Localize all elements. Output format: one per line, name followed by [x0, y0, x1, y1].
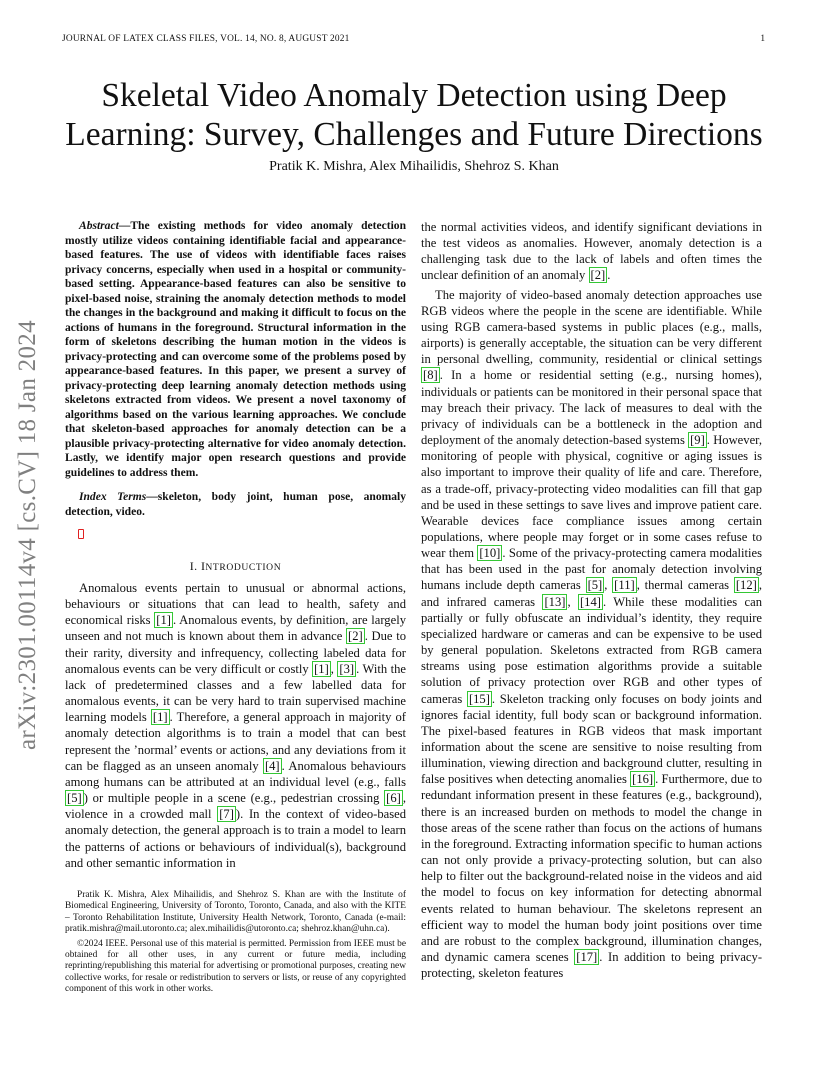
- paragraph-text: ,: [567, 594, 578, 609]
- abstract: [65, 219, 406, 480]
- citation-link[interactable]: [8]: [423, 368, 438, 383]
- paragraph-text: ) or multiple people in a scene (e.g., pedestrian crossing: [83, 791, 385, 806]
- paragraph-text: The majority of video-based anomaly detection approaches use RGB videos where the people in the scene are identifiable. While using RGB camera-based systems in public places (e.g., malls, airports) is generally acceptable, the situation can be very different in personal dwelling, community, residential or clinical settings: [421, 287, 762, 367]
- paragraph-text: , and infrared cameras: [421, 578, 762, 609]
- title-line-2: Learning: Survey, Challenges and Future Directions: [65, 116, 763, 153]
- citation-link[interactable]: [1]: [156, 613, 171, 628]
- citation-link[interactable]: [15]: [468, 691, 490, 706]
- citation-link[interactable]: [5]: [587, 578, 603, 593]
- affiliation-footnote: Pratik K. Mishra, Alex Mihailidis, and Shehroz S. Khan are with the Institute of Biomedical Engineering, University of Toronto, Toronto, Canada, and also with the KITE – Toronto Rehabilitation Institute, University Health Network, Toronto, Canada (e-mail: pratik.mishra@mail.utoronto.ca; alex.mihailidis@utoronto.ca; shehroz.khan@uhn.ca).: [65, 890, 406, 935]
- arxiv-identifier-stamp: arXiv:2301.00114v4 [cs.CV] 18 Jan 2024: [14, 320, 41, 750]
- intro-paragraph-1-continued: [421, 219, 762, 284]
- citation-link[interactable]: [11]: [614, 578, 635, 593]
- citation-link[interactable]: [5]: [67, 791, 82, 806]
- citation-link[interactable]: [2]: [590, 268, 606, 283]
- citation-link[interactable]: [14]: [579, 594, 601, 609]
- paragraph-text: .: [607, 268, 611, 283]
- citation-link[interactable]: [7]: [219, 807, 234, 822]
- paragraph-text: . Due to their rarity, diversity and infrequency, collecting labeled data for anomalous events can be very difficult or costly: [65, 629, 406, 676]
- section-initial: I: [200, 559, 206, 573]
- citation-link[interactable]: [17]: [576, 950, 598, 965]
- intro-paragraph-1: [65, 580, 406, 871]
- paragraph-text: . However, monitoring of people with physical, cognitive or aging issues is also important to improve their quality of life and care. Therefore, as a trade-off, privacy-protecting video modalities can fill that gap and be used in these settings to save lives and improve patient care. Wearable devices face compliance issues among certain populations, where people may forget or in some cases refuse to wear them: [421, 433, 762, 561]
- citation-link[interactable]: [3]: [339, 661, 355, 676]
- paragraph-text: . Furthermore, due to redundant information present in these features (e.g., background), there is an increased burden on methods to model the change in those areas of the scene rather than focus on the actions of humans in the foreground. Extracting information specific to human actions can not only provide a privacy-protecting solution, but can also help to filter out the background-related noise in the videos and aid the model to focus on key information for detecting abnormal events related to human behaviour. The skeletons represent an efficient way to model the human body joint positions over time and are robust to the complex background, illumination changes, and dynamic camera scenes: [421, 772, 763, 965]
- index-terms-text: —skeleton, body joint, human pose, anomaly detection, video.: [65, 491, 407, 518]
- journal-header: JOURNAL OF LATEX CLASS FILES, VOL. 14, NO. 8, AUGUST 2021: [62, 34, 350, 44]
- citation-link[interactable]: [6]: [386, 791, 401, 806]
- citation-link[interactable]: [13]: [544, 594, 566, 609]
- abstract-text: —The existing methods for video anomaly detection mostly utilize videos containing identifiable facial and appearance-based features. The use of videos with identifiable faces raises privacy concerns, especially when used in a hospital or community-based setting. Appearance-based features can also be sensitive to pixel-based noise, straining the anomaly detection methods to model the changes in the background and making it difficult to focus on the actions of humans in the foreground. Structural information in the form of skeletons describing the human motion in the videos is privacy-protecting and can overcome some of the problems posed by appearance-based features. In this paper, we present a survey of privacy-protecting deep learning anomaly detection methods using skeletons extracted from videos. We present a novel taxonomy of algorithms based on the various learning approaches. We conclude that skeleton-based approaches for anomaly detection can be a plausible privacy-protecting alternative for video anomaly detection. Lastly, we identify major open research questions and provide guidelines to address them.: [65, 220, 406, 479]
- paragraph-text: ). In the context of video-based anomaly detection, the general approach is to train a model to learn the patterns of actions or behaviours of individual(s), background and other semantic information in: [65, 807, 406, 870]
- citation-link[interactable]: [1]: [152, 710, 168, 725]
- paragraph-text: . In a home or residential setting (e.g., nursing homes), individuals or patients can be monitored in their personal space that may breach their privacy. The lack of measures to deal with the privacy of individuals can be a bottleneck in the adoption and deployment of the anomaly detection-based systems: [421, 368, 762, 448]
- author-list: Pratik K. Mishra, Alex Mihailidis, Shehroz S. Khan: [269, 159, 559, 174]
- section-title-rest: NTRODUCTION: [205, 562, 282, 573]
- citation-link[interactable]: [9]: [690, 433, 705, 448]
- intro-paragraph-2: [421, 287, 762, 982]
- citation-link[interactable]: [10]: [479, 546, 501, 561]
- section-numeral: I.: [189, 559, 201, 573]
- section-heading-introduction: [65, 559, 406, 574]
- paragraph-text: , thermal cameras: [636, 578, 734, 593]
- paragraph-text: . In addition to being privacy-protecting, skeleton features: [421, 950, 763, 981]
- copyright-footnote: ©2024 IEEE. Personal use of this material is permitted. Permission from IEEE must be obtained for all other uses, in any current or future media, including reprinting/republishing this material for advertising or promotional purposes, creating new collective works, for resale or redistribution to servers or lists, or reuse of any copyrighted component of this work in other works.: [65, 938, 406, 995]
- paragraph-text: . Some of the privacy-protecting camera modalities that has been used in the past for anomaly detection involving humans include depth cameras: [421, 546, 762, 593]
- paragraph-text: . Therefore, a general approach in majority of anomaly detection algorithms is to train a model that can best represent the ’normal’ events or actions, and any deviations from it can be flagged as an unseen anomaly: [65, 710, 406, 773]
- paragraph-text: the normal activities videos, and identify significant deviations in the test videos as anomalies. However, anomaly detection is a challenging task due to the lack of labels and often times the unclear definition of an anomaly: [421, 220, 762, 283]
- citation-link[interactable]: [4]: [264, 758, 280, 773]
- left-column: [65, 219, 406, 871]
- index-terms: [65, 490, 406, 519]
- paper-title: [40, 76, 788, 154]
- paragraph-text: , violence in a crowded mall: [65, 791, 406, 822]
- paragraph-text: . With the lack of predetermined classes and a few labelled data for anomalous events, it can be very hard to train supervised machine learning models: [65, 661, 407, 725]
- red-marker-icon: [78, 529, 84, 539]
- paragraph-text: . Anomalous behaviours among humans can be attributed at an individual level (e.g., falls: [65, 758, 406, 789]
- right-column: [421, 219, 762, 981]
- paragraph-text: ,: [330, 661, 338, 676]
- paragraph-text: . While these modalities can partially or fully obfuscate an individual’s identity, they require specialized hardware or cameras and can be expensive to be used by general population. Skeletons extracted from RGB camera streams using pose estimation algorithms provide a suitable solution of privacy protection over RGB and other types of cameras: [421, 594, 763, 706]
- paragraph-text: . Skeleton tracking only focuses on body joints and ignores facial identity, full body scan or background information. The pixel-based features in RGB videos that mask important information about the scene are sensitive to noise resulting from illumination, viewing direction and background clutter, resulting in false positives when detecting anomalies: [421, 691, 762, 787]
- citation-link[interactable]: [12]: [735, 578, 757, 593]
- footnotes: [65, 890, 406, 996]
- abstract-label: Abstract: [79, 220, 119, 232]
- paragraph-text: . Anomalous events, by definition, are largely unseen and not much is known about them in advance: [65, 613, 406, 644]
- citation-link[interactable]: [16]: [632, 772, 654, 787]
- citation-link[interactable]: [1]: [314, 661, 329, 676]
- paragraph-text: ,: [604, 578, 613, 593]
- page-number: 1: [760, 34, 765, 44]
- index-terms-label: Index Terms: [79, 491, 147, 503]
- citation-link[interactable]: [2]: [348, 629, 363, 644]
- paragraph-text: Anomalous events pertain to unusual or abnormal actions, behaviours or situations that can lead to health, safety and economical risks: [65, 581, 406, 628]
- title-line-1: Skeletal Video Anomaly Detection using Deep: [101, 77, 727, 114]
